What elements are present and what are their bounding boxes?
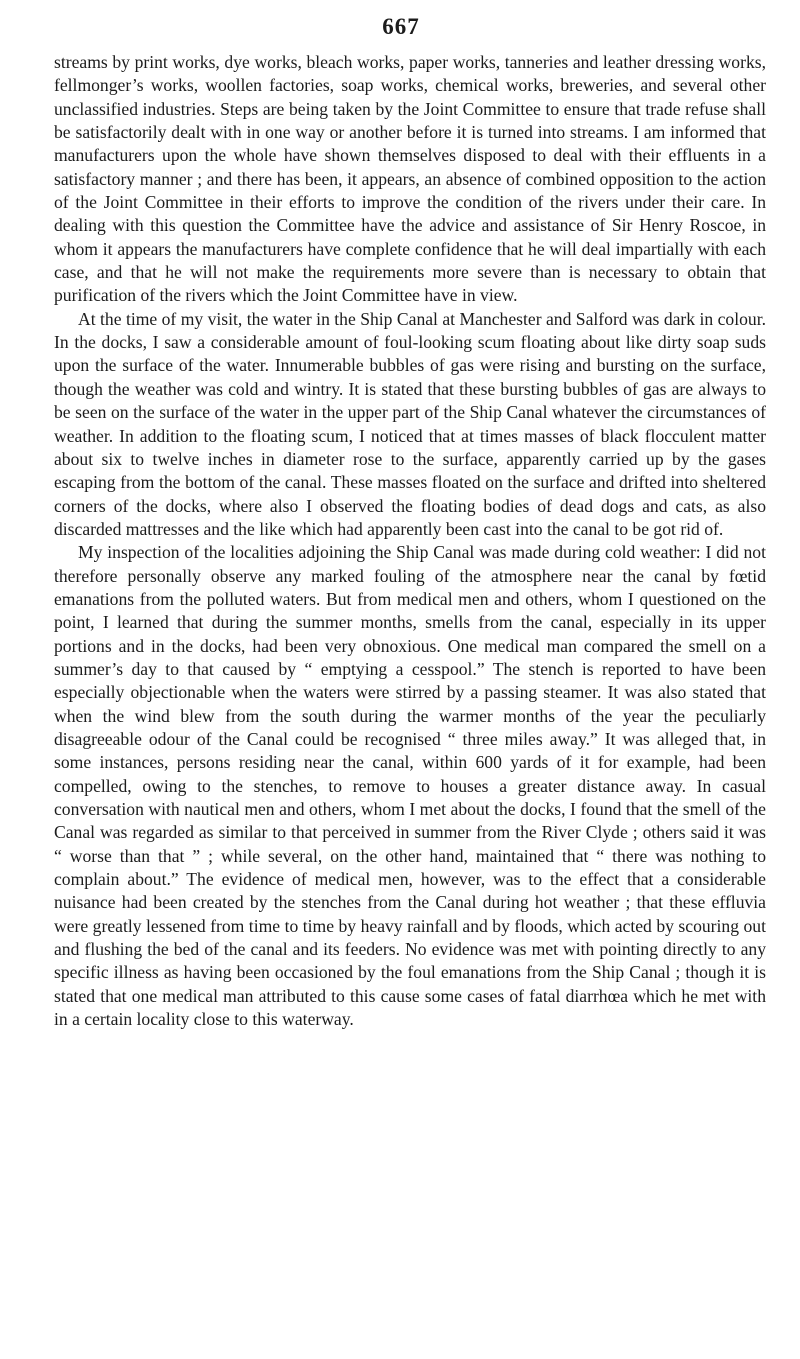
body-text (54, 51, 766, 1031)
page-number: 667 (382, 14, 420, 39)
document-page (38, 0, 764, 1359)
paragraph-trade-refuse: streams by print works, dye works, bleach works, paper works, tanneries and leather dressing works, fellmonger’s works, woollen factories, soap works, chemical works, breweries, and several other unclassified industries. Steps are being taken by the Joint Committee to ensure that trade refuse shall be satisfactorily dealt with in one way or another before it is turned into streams. I am informed that manufacturers upon the whole have shown themselves disposed to deal with their effluents in a satisfactory manner ; and there has been, it appears, an absence of combined opposition to the action of the Joint Committee in their efforts to improve the condition of the rivers under their care. In dealing with this question the Committee have the advice and assistance of Sir Henry Roscoe, in whom it appears the manufacturers have complete confidence that he will deal impartially with each case, and that he will not make the requirements more severe than is necessary to obtain that purification of the rivers which the Joint Committee have in view. (54, 52, 766, 306)
paragraph-canal-water: At the time of my visit, the water in the Ship Canal at Manchester and Salford was dark in colour. In the docks, I saw a considerable amount of foul-looking scum floating about like dirty soap suds upon the surface of the water. Innumerable bubbles of gas were rising and bursting on the surface, though the weather was cold and wintry. It is stated that these bursting bubbles of gas are always to be seen on the surface of the water in the upper part of the Ship Canal whatever the circumstances of weather. In addition to the floating scum, I noticed that at times masses of black flocculent matter about six to twelve inches in diameter rose to the surface, apparently carried up by the gases escaping from the bottom of the canal. These masses floated on the surface and drifted into sheltered corners of the docks, where also I observed the floating bodies of dead dogs and cats, as also discarded mattresses and the like which had apparently been cast into the canal to be got rid of. (54, 308, 766, 539)
paragraph-canal-smells: My inspection of the localities adjoining the Ship Canal was made during cold weather: I did not therefore personally observe any marked fouling of the atmosphere near the canal by fœtid emanations from the polluted waters. But from medical men and others, whom I questioned on the point, I learned that during the summer months, smells from the canal, especially in its upper portions and in the docks, had been very obnoxious. One medical man compared the smell on a summer’s day to that caused by “ emptying a cesspool.” The stench is reported to have been especially objectionable when the waters were stirred by a passing steamer. It was also stated that when the wind blew from the south during the warmer months of the year the peculiarly disagreeable odour of the Canal could be recognised “ three miles away.” It was alleged that, in some instances, persons residing near the canal, within 600 yards of it for example, had been compelled, owing to the stenches, to remove to houses a greater distance away. In casual conversation with nautical men and others, whom I met about the docks, I found that the smell of the Canal was regarded as similar to that perceived in summer from the River Clyde ; others said it was “ worse than that ” ; while several, on the other hand, maintained that “ there was nothing to complain about.” The evidence of medical men, however, was to the effect that a considerable nuisance had been created by the stenches from the Canal during hot weather ; that these effluvia were greatly lessened from time to time by heavy rainfall and by floods, which acted by scouring out and flushing the bed of the canal and its feeders. No evidence was met with pointing directly to any specific illness as having been occasioned by the foul emanations from the Ship Canal ; though it is stated that one medical man attributed to this cause some cases of fatal diarrhœa which he met with in a certain locality close to this waterway. (54, 542, 766, 1030)
